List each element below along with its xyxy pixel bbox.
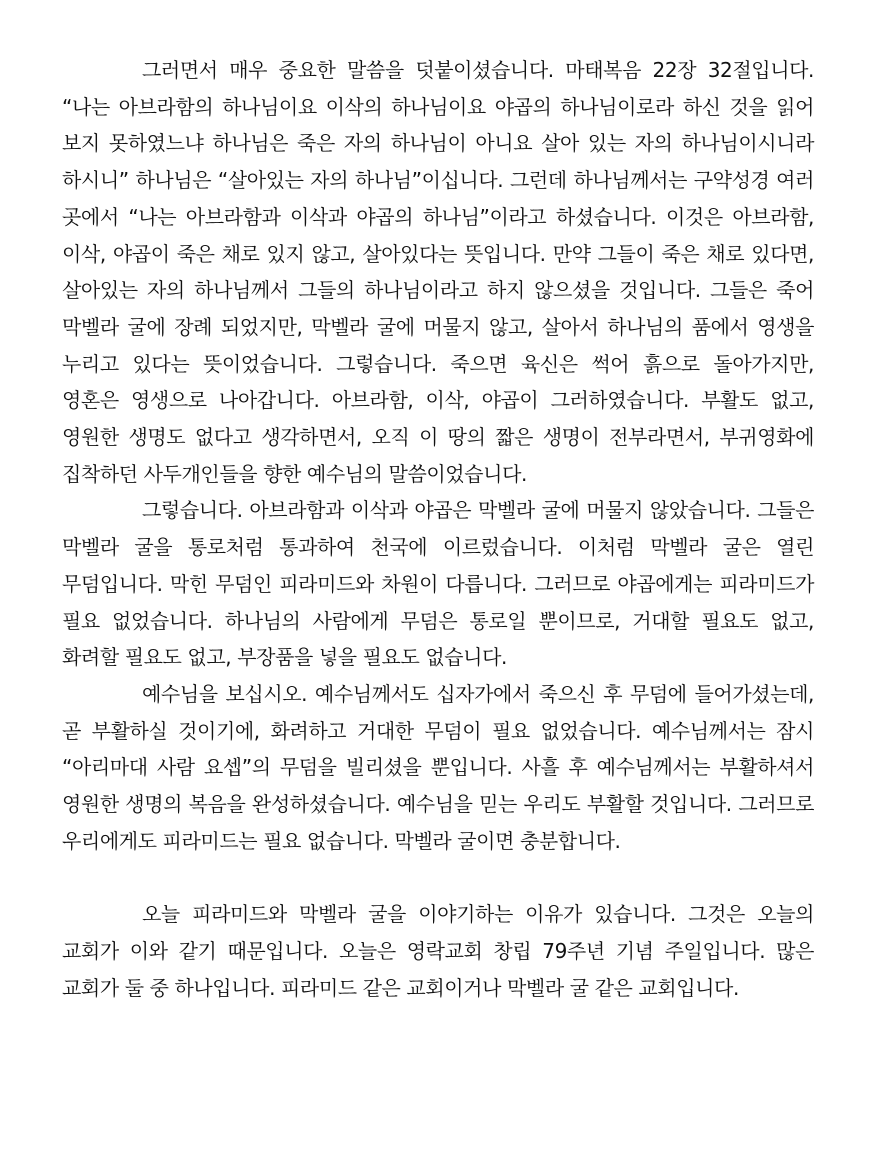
paragraph-4: 오늘 피라미드와 막벨라 굴을 이야기하는 이유가 있습니다. 그것은 오늘의 교회가 이와 같기 때문입니다. 오늘은 영락교회 창립 79주년 기념 주일입니다. 많은 교회가 둘 중 하나입니다. 피라미드 같은 교회이거나 막벨라 굴 같은 교회입니다.	[62, 902, 814, 1000]
paragraph-1: 그러면서 매우 중요한 말씀을 덧붙이셨습니다. 마태복음 22장 32절입니다. “나는 아브라함의 하나님이요 이삭의 하나님이요 야곱의 하나님이로라 하신 것을 읽어 보지 못하였느냐 하나님은 죽은 자의 하나님이 아니요 살아 있는 자의 하나님이시니라 하시니” 하나님은 “살아있는 자의 하나님”이십니다. 그런데 하나님께서는 구약성경 여러 곳에서 “나는 아브라함과 이삭과 야곱의 하나님”이라고 하셨습니다. 이것은 아브라함, 이삭, 야곱이 죽은 채로 있지 않고, 살아있다는 뜻입니다. 만약 그들이 죽은 채로 있다면, 살아있는 자의 하나님께서 그들의 하나님이라고 하지 않으셨을 것입니다. 그들은 죽어 막벨라 굴에 장례 되었지만, 막벨라 굴에 머물지 않고, 살아서 하나님의 품에서 영생을 누리고 있다는 뜻이었습니다. 그렇습니다. 죽으면 육신은 썩어 흙으로 돌아가지만, 영혼은 영생으로 나아갑니다. 아브라함, 이삭, 야곱이 그러하였습니다. 부활도 없고, 영원한 생명도 없다고 생각하면서, 오직 이 땅의 짧은 생명이 전부라면서, 부귀영화에 집착하던 사두개인들을 향한 예수님의 말씀이었습니다.	[62, 58, 814, 486]
paragraph-2: 그렇습니다. 아브라함과 이삭과 야곱은 막벨라 굴에 머물지 않았습니다. 그들은 막벨라 굴을 통로처럼 통과하여 천국에 이르렀습니다. 이처럼 막벨라 굴은 열린 무덤입니다. 막힌 무덤인 피라미드와 차원이 다릅니다. 그러므로 야곱에게는 피라미드가 필요 없었습니다. 하나님의 사람에게 무덤은 통로일 뿐이므로, 거대할 필요도 없고, 화려할 필요도 없고, 부장품을 넣을 필요도 없습니다.	[62, 498, 814, 670]
paragraph-3: 예수님을 보십시오. 예수님께서도 십자가에서 죽으신 후 무덤에 들어가셨는데, 곧 부활하실 것이기에, 화려하고 거대한 무덤이 필요 없었습니다. 예수님께서는 잠시 “아리마대 사람 요셉”의 무덤을 빌리셨을 뿐입니다. 사흘 후 예수님께서는 부활하셔서 영원한 생명의 복음을 완성하셨습니다. 예수님을 믿는 우리도 부활할 것입니다. 그러므로 우리에게도 피라미드는 필요 없습니다. 막벨라 굴이면 충분합니다.	[62, 681, 814, 853]
document-page	[62, 52, 814, 1006]
paragraph-spacer	[62, 859, 814, 896]
